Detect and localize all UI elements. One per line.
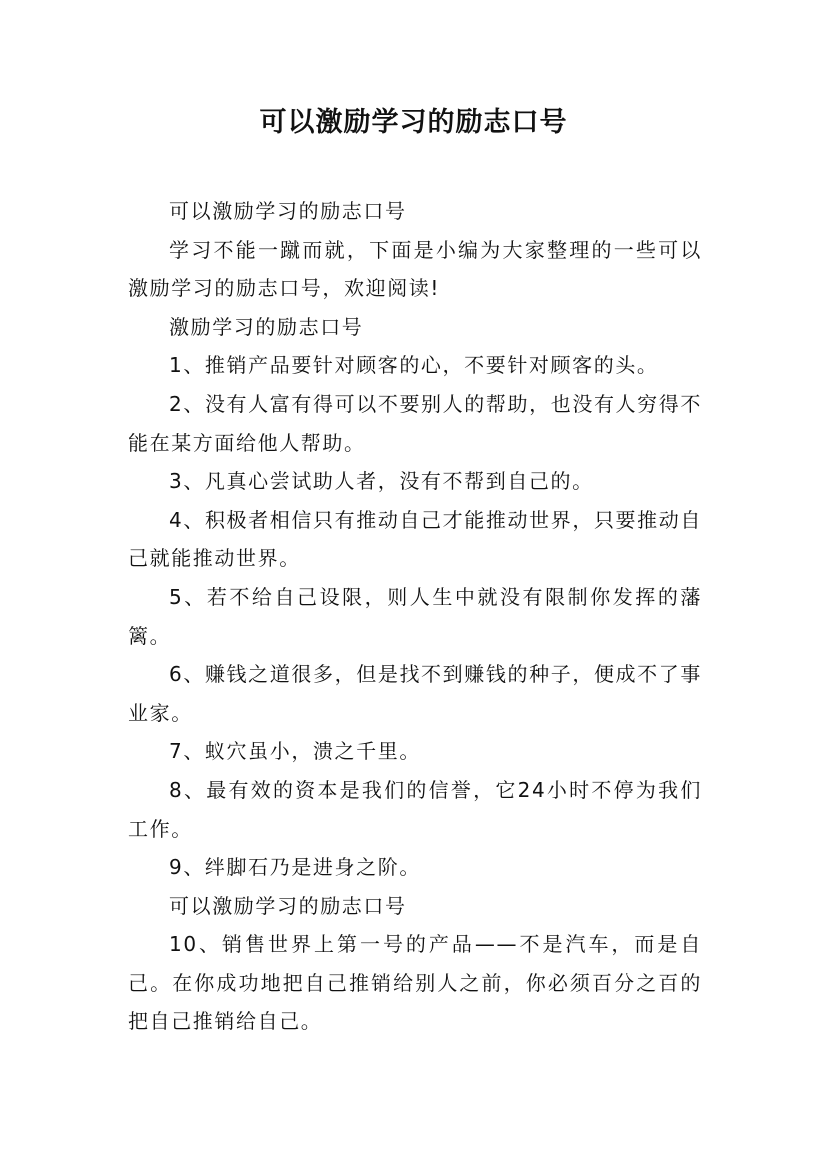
paragraph-section-heading-2: 可以激励学习的励志口号 [169, 893, 407, 918]
slogan-item-3: 3、凡真心尝试助人者，没有不帮到自己的。 [169, 469, 594, 494]
slogan-item-2: 2、没有人富有得可以不要别人的帮助，也没有人穷得不能在某方面给他人帮助。 [128, 391, 702, 455]
paragraph-subtitle: 可以激励学习的励志口号 [169, 199, 407, 223]
paragraph-intro: 学习不能一蹴而就，下面是小编为大家整理的一些可以激励学习的励志口号，欢迎阅读! [128, 237, 702, 301]
slogan-item-1: 1、推销产品要针对顾客的心，不要针对顾客的头。 [169, 353, 659, 378]
slogan-item-9: 9、绊脚石乃是进身之阶。 [169, 855, 421, 880]
slogan-item-4: 4、积极者相信只有推动自己才能推动世界，只要推动自己就能推动世界。 [128, 507, 702, 571]
slogan-item-6: 6、赚钱之道很多，但是找不到赚钱的种子，便成不了事业家。 [128, 662, 702, 725]
document-title: 可以激励学习的励志口号 [259, 107, 568, 138]
slogan-item-10: 10、销售世界上第一号的产品——不是汽车，而是自己。在你成功地把自己推销给别人之前，你必须百分之百的把自己推销给自己。 [128, 932, 702, 1034]
slogan-item-8: 8、最有效的资本是我们的信誉，它24小时不停为我们工作。 [128, 777, 702, 841]
document-body [128, 192, 702, 1041]
slogan-item-5: 5、若不给自己设限，则人生中就没有限制你发挥的藩篱。 [128, 584, 702, 648]
paragraph-section-heading: 激励学习的励志口号 [169, 314, 364, 339]
slogan-item-7: 7、蚁穴虽小，溃之千里。 [169, 739, 421, 764]
